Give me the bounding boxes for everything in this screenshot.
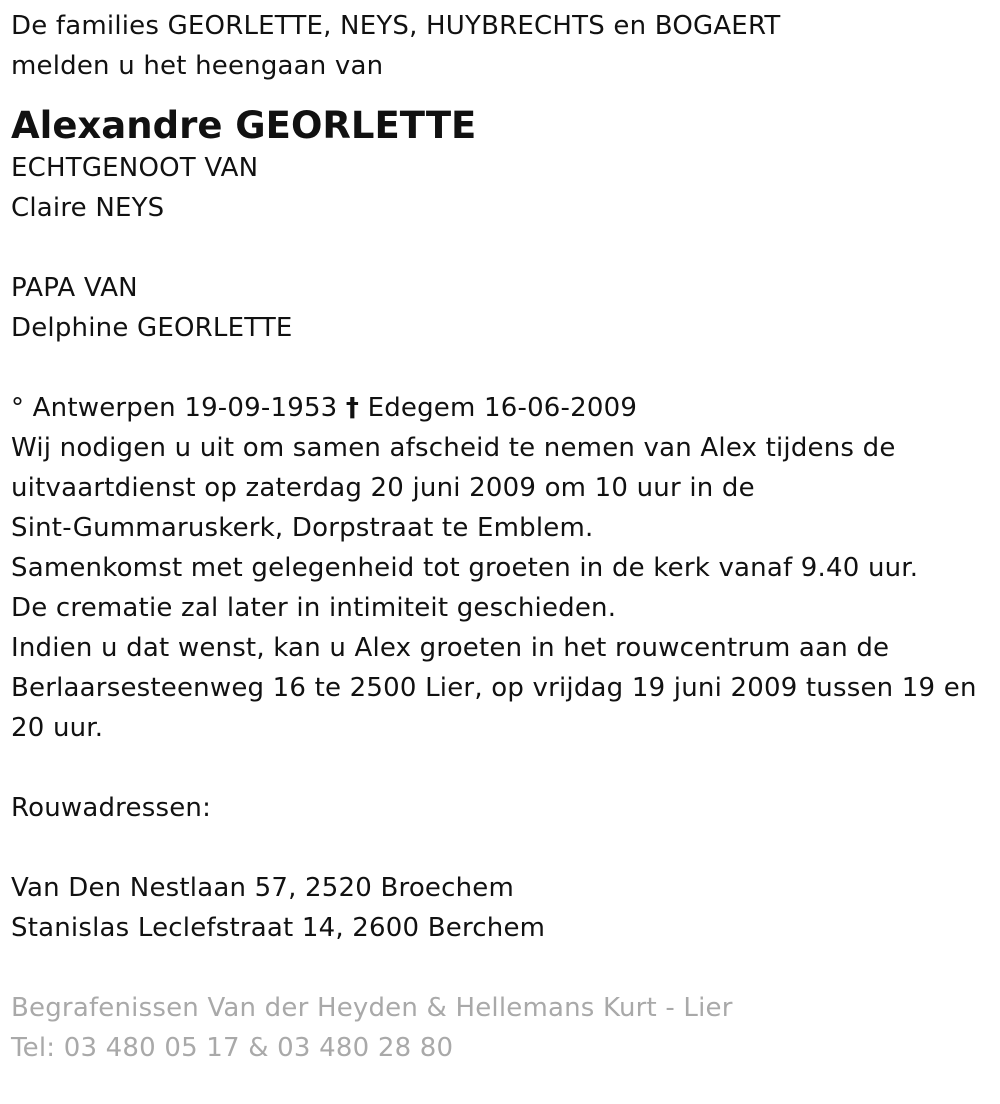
child-label: PAPA VAN [11, 273, 138, 303]
intro-announcement: melden u het heengaan van [11, 51, 384, 81]
spacer [11, 948, 991, 988]
death-place-date: Edegem 16-06-2009 [367, 393, 638, 423]
spouse-label: ECHTGENOOT VAN [11, 153, 259, 183]
ceremony-line: Indien u dat wenst, kan u Alex groeten in het rouwcentrum aan de [11, 633, 890, 663]
cross-icon: † [345, 393, 360, 423]
spacer [11, 748, 991, 788]
ceremony-line: 20 uur. [11, 713, 104, 743]
addresses-label: Rouwadressen: [11, 793, 212, 823]
spacer [11, 828, 991, 868]
address-2: Stanislas Leclefstraat 14, 2600 Berchem [11, 913, 546, 943]
address-1: Van Den Nestlaan 57, 2520 Broechem [11, 873, 515, 903]
life-dates [11, 388, 991, 428]
death-notice [11, 6, 991, 1068]
ceremony-line: Berlaarsesteenweg 16 te 2500 Lier, op vrijdag 19 juni 2009 tussen 19 en [11, 673, 977, 703]
spacer [11, 228, 991, 268]
spacer [11, 348, 991, 388]
spouse-name: Claire NEYS [11, 193, 165, 223]
ceremony-line: Samenkomst met gelegenheid tot groeten in de kerk vanaf 9.40 uur. [11, 553, 919, 583]
birth-place-date: Antwerpen 19-09-1953 [32, 393, 338, 423]
birth-symbol: ° [11, 393, 25, 423]
deceased-name: Alexandre GEORLETTE [11, 104, 477, 147]
funeral-home-name: Begrafenissen Van der Heyden & Hellemans Kurt - Lier [11, 993, 733, 1023]
ceremony-line: Wij nodigen u uit om samen afscheid te nemen van Alex tijdens de [11, 433, 896, 463]
ceremony-line: uitvaartdienst op zaterdag 20 juni 2009 om 10 uur in de [11, 473, 755, 503]
ceremony-line: De crematie zal later in intimiteit geschieden. [11, 593, 617, 623]
ceremony-line: Sint-Gummaruskerk, Dorpstraat te Emblem. [11, 513, 594, 543]
intro-families: De families GEORLETTE, NEYS, HUYBRECHTS en BOGAERT [11, 11, 781, 41]
funeral-home-phone: Tel: 03 480 05 17 & 03 480 28 80 [11, 1033, 454, 1063]
child-name: Delphine GEORLETTE [11, 313, 293, 343]
